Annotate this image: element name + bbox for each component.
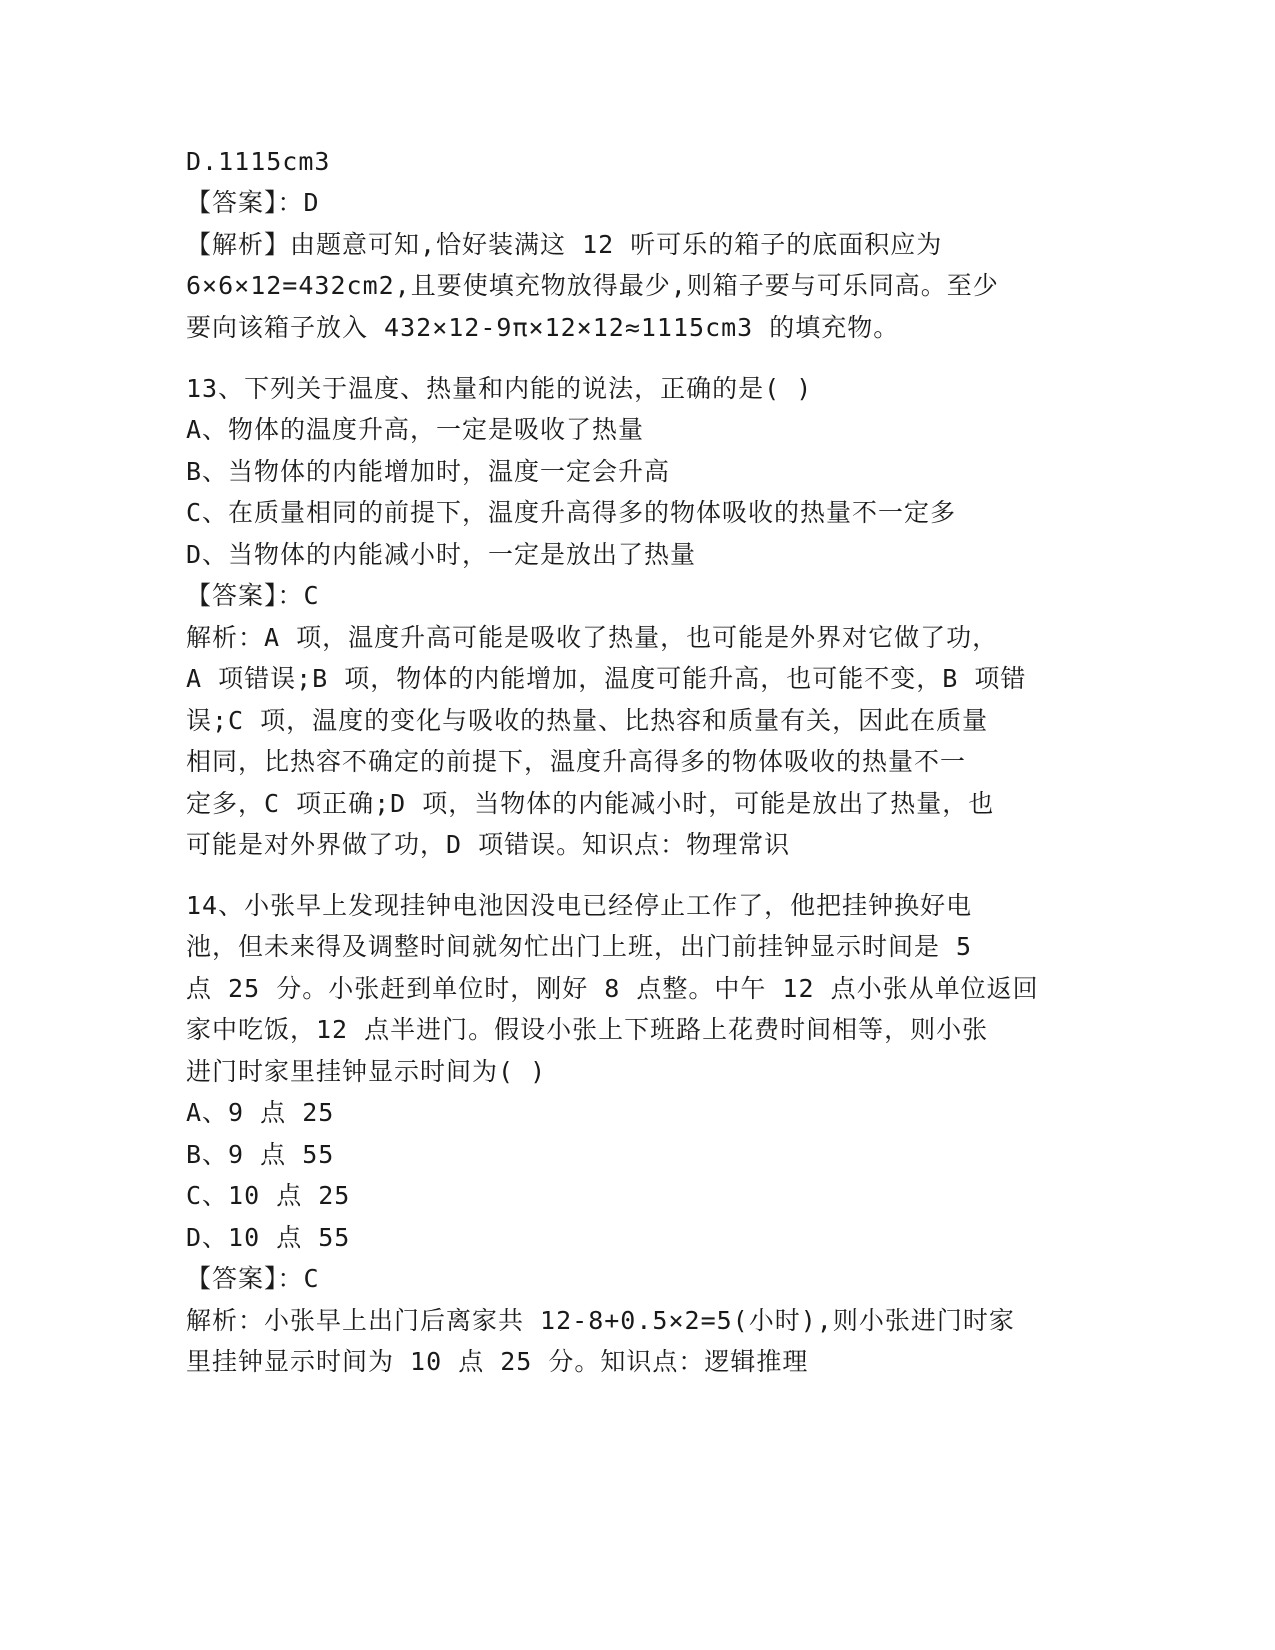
q14-option-c: C、10 点 25 [186, 1181, 351, 1210]
q14-option-d: D、10 点 55 [186, 1223, 351, 1252]
q13-explanation-line-4: 相同，比热容不确定的前提下，温度升高得多的物体吸收的热量不一 [186, 747, 967, 776]
q13-option-d: D、当物体的内能减小时，一定是放出了热量 [186, 540, 697, 569]
q14-question-line-4: 家中吃饭，12 点半进门。假设小张上下班路上花费时间相等，则小张 [186, 1015, 989, 1044]
q13-question: 13、下列关于温度、热量和内能的说法，正确的是( ) [186, 374, 813, 403]
q13-option-c: C、在质量相同的前提下，温度升高得多的物体吸收的热量不一定多 [186, 498, 957, 527]
q13-answer: 【答案】：C [186, 581, 320, 610]
q13-explanation-line-3: 误;C 项，温度的变化与吸收的热量、比热容和质量有关，因此在质量 [186, 706, 989, 735]
q12-explanation-line-3: 要向该箱子放入 432×12-9π×12×12≈1115cm3 的填充物。 [186, 313, 900, 342]
q14-explanation-line-2: 里挂钟显示时间为 10 点 25 分。知识点：逻辑推理 [186, 1347, 809, 1376]
q14-question-line-1: 14、小张早上发现挂钟电池因没电已经停止工作了，他把挂钟换好电 [186, 891, 973, 920]
q14-question-line-3: 点 25 分。小张赶到单位时，刚好 8 点整。中午 12 点小张从单位返回 [186, 974, 1039, 1003]
q12-answer: 【答案】：D [186, 188, 320, 217]
q14-option-b: B、9 点 55 [186, 1140, 335, 1169]
q14-answer: 【答案】：C [186, 1264, 320, 1293]
q13-explanation-line-5: 定多，C 项正确;D 项，当物体的内能减小时，可能是放出了热量，也 [186, 789, 995, 818]
q13-option-a: A、物体的温度升高，一定是吸收了热量 [186, 415, 645, 444]
q12-explanation-line-2: 6×6×12=432cm2,且要使填充物放得最少,则箱子要与可乐同高。至少 [186, 271, 999, 300]
q12-option-d: D.1115cm3 [186, 147, 331, 176]
q14-option-a: A、9 点 25 [186, 1098, 335, 1127]
q13-explanation-line-1: 解析：A 项，温度升高可能是吸收了热量，也可能是外界对它做了功， [186, 623, 999, 652]
q14-explanation-line-1: 解析：小张早上出门后离家共 12-8+0.5×2=5(小时),则小张进门时家 [186, 1306, 1015, 1335]
q13-option-b: B、当物体的内能增加时，温度一定会升高 [186, 457, 671, 486]
q12-explanation-line-1: 【解析】由题意可知,恰好装满这 12 听可乐的箱子的底面积应为 [186, 230, 943, 259]
q14-question-line-2: 池，但未来得及调整时间就匆忙出门上班，出门前挂钟显示时间是 5 [186, 932, 973, 961]
q14-question-line-5: 进门时家里挂钟显示时间为( ) [186, 1057, 547, 1086]
q13-explanation-line-6: 可能是对外界做了功，D 项错误。知识点：物理常识 [186, 830, 791, 859]
q13-explanation-line-2: A 项错误;B 项，物体的内能增加，温度可能升高，也可能不变，B 项错 [186, 664, 1027, 693]
